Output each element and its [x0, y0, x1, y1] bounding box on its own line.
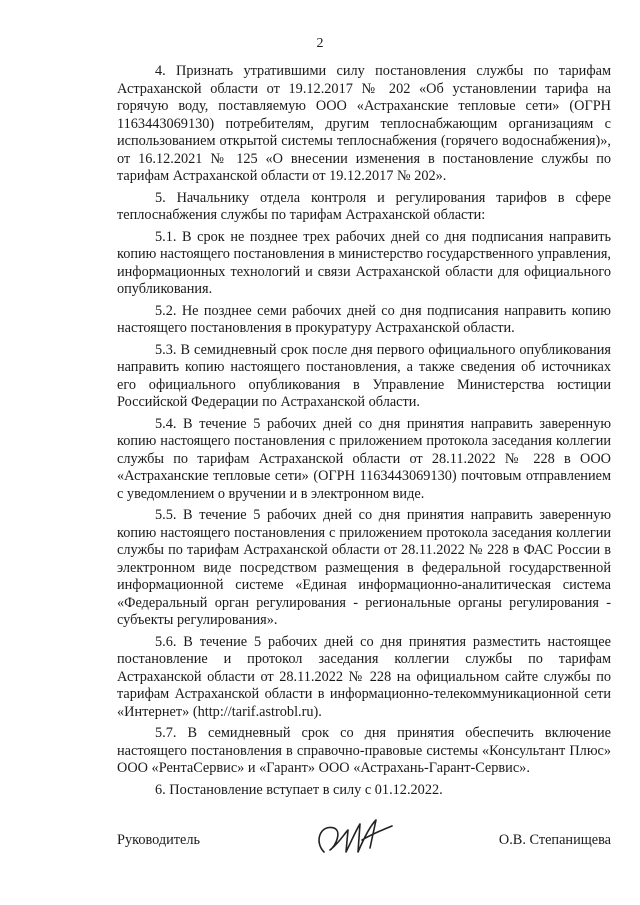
paragraph-5-2: 5.2. Не позднее семи рабочих дней со дня подписания направить копию настоящего постановления в прокуратуру Астраханской области.	[117, 302, 611, 336]
paragraph-4: 4. Признать утратившими силу постановления службы по тарифам Астраханской области от 19.12.2017 № 202 «Об установлении тарифа на горячую воду, поставляемую ООО «Астраханские тепловые сети» (ОГРН 1163443069130) потребителям, другим теплоснабжающим организациям с использованием открытой системы теплоснабжения (горячего водоснабжения)», от 16.12.2021 № 125 «О внесении изменения в постановление службы по тарифам Астраханской области от 19.12.2017 № 202».	[117, 63, 611, 184]
paragraph-5-4: 5.4. В течение 5 рабочих дней со дня принятия направить заверенную копию настоящего постановления с приложением протокола заседания коллегии службы по тарифам Астраханской области от 28.11.2022 № 228 в ООО «Астраханские тепловые сети» (ОГРН 1163443069130) почтовым отправлением с уведомлением о вручении и в электронном виде.	[117, 415, 611, 502]
paragraph-5-6: 5.6. В течение 5 рабочих дней со дня принятия разместить настоящее постановление и протокол заседания коллегии службы по тарифам Астраханской области от 28.11.2022 № 228 на официальном сайте службы по тарифам Астраханской области в информационно-телекоммуникационной сети «Интернет» (http://tarif.astrobl.ru).	[117, 633, 611, 720]
paragraph-5-1: 5.1. В срок не позднее трех рабочих дней со дня подписания направить копию настоящего постановления в министерство государственного управления, информационных технологий и связи Астраханской области для официального опубликования.	[117, 228, 611, 297]
document-body	[117, 63, 611, 803]
signature-block	[117, 812, 611, 872]
signatory-title: Руководитель	[117, 832, 201, 848]
paragraph-5-5: 5.5. В течение 5 рабочих дней со дня принятия направить заверенную копию настоящего постановления с приложением протокола заседания коллегии службы по тарифам Астраханской области от 28.11.2022 № 228 в ФАС России в электронном виде посредством размещения в федеральной государственной информационной системе «Единая информационно-аналитическая система «Федеральный орган регулирования - региональные органы регулирования - субъекты регулирования».	[117, 507, 611, 628]
signatory-name: О.В. Степанищева	[498, 832, 611, 848]
page-number: 2	[316, 36, 324, 51]
paragraph-5-3: 5.3. В семидневный срок после дня первого официального опубликования направить копию настоящего постановления, а также сведения об источниках его официального опубликования в Управление Министерства юстиции Российской Федерации по Астраханской области.	[117, 341, 611, 410]
paragraph-5: 5. Начальнику отдела контроля и регулирования тарифов в сфере теплоснабжения службы по тарифам Астраханской области:	[117, 189, 611, 223]
handwritten-signature	[310, 812, 400, 862]
paragraph-6: 6. Постановление вступает в силу с 01.12.2022.	[155, 781, 443, 798]
paragraph-5-7: 5.7. В семидневный срок со дня принятия обеспечить включение настоящего постановления в справочно-правовые системы «Консультант Плюс» ООО «РентаСервис» и «Гарант» ООО «Астрахань-Гарант-Сервис».	[117, 725, 611, 776]
